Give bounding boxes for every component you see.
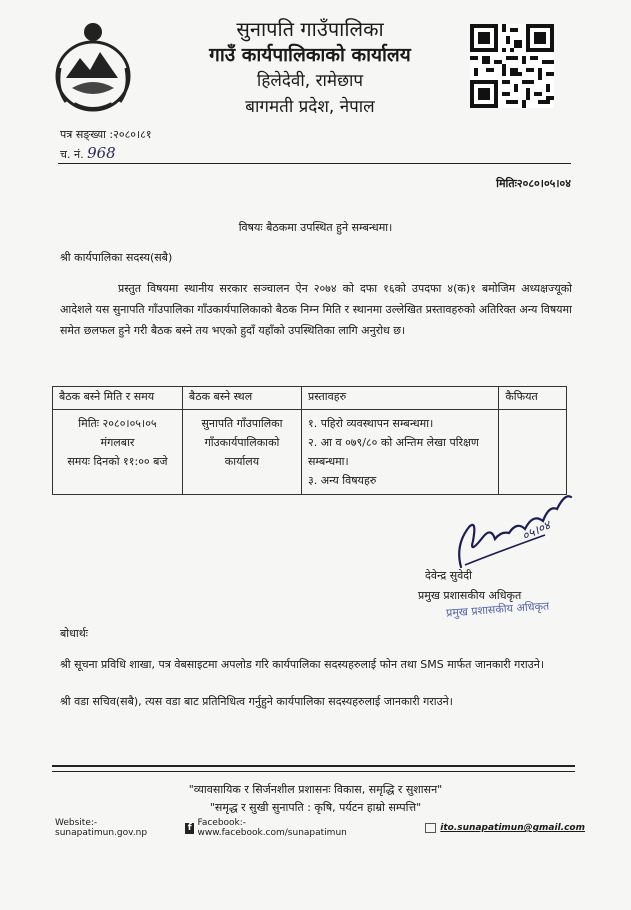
agenda-item: ३. अन्य विषयहरु <box>308 474 377 487</box>
meeting-time: समयः दिनको ११:०० बजे <box>67 455 168 468</box>
signature-date: ०५।०४ <box>519 518 553 544</box>
mail-icon <box>425 823 436 833</box>
footer-slogan: "समृद्ध र सुखी सुनापति : कृषि, पर्यटन हाम्रो सम्पत्ति" <box>209 801 422 814</box>
meeting-day: मंगलबार <box>100 436 135 449</box>
header-venue: बैठक बस्ने स्थल <box>182 387 301 410</box>
signatory-name: देवेन्द्र सुवेदी <box>425 569 472 582</box>
meeting-date: मितिः २०८०।०५।०५ <box>78 417 157 430</box>
header-agenda: प्रस्तावहरु <box>302 387 499 410</box>
table-header-row <box>53 387 567 410</box>
website-link[interactable]: Website:-sunapatimun.gov.np <box>55 818 148 838</box>
facebook-link[interactable]: Facebook:-www.facebook.com/sunapatimun <box>197 818 347 838</box>
official-stamp: प्रमुख प्रशासकीय अधिकृत <box>445 599 550 620</box>
office-header <box>160 16 460 120</box>
reference-number: पत्र सङ्ख्या :२०८०।८१ <box>60 128 152 141</box>
letter-date: मितिः२०८०।०५।०४ <box>496 177 571 190</box>
header-date-time: बैठक बस्ने मिति र समय <box>53 387 183 410</box>
agenda-item: २. आ व ०७९/८० को अन्तिम लेखा परिक्षण सम्बन्धमा। <box>308 436 479 468</box>
footer-divider-thin <box>52 771 575 772</box>
office-address: हिलेदेवी, रामेछाप <box>256 71 364 91</box>
signatory-title: प्रमुख प्रशासकीय अधिकृत <box>418 589 522 602</box>
office-name: गाउँ कार्यपालिकाको कार्यालय <box>209 44 411 66</box>
cc-heading: बोधार्थः <box>60 627 88 640</box>
header-divider <box>58 163 571 164</box>
cell-date-time <box>53 410 183 495</box>
addressee: श्री कार्यपालिका सदस्य(सबै) <box>60 251 173 264</box>
footer-motto: "व्यावसायिक र सिर्जनशील प्रशासनः विकास, समृद्धि र सुशासन" <box>188 783 443 796</box>
body-paragraph: प्रस्तुत विषयमा स्थानीय सरकार सञ्चालन ऐन २०७४ को दफा १६को उपदफा ४(क)१ बमोजिम अध्यक्षज्यूको आदेशले यस सुनापति गाँउपालिका गाँउकार्यपालिकाको बैठक निम्न मिति र स्थानमा उल्लेखित प्रस्तावहरुको अतिरिक्त अन्य विषयमा समेत छलफल हुने गरी बैठक बस्ने तय भएको हुदाँ यहाँको उपस्थितिका लागि अनुरोध छ। <box>60 282 572 337</box>
cell-venue: सुनापति गाँउपालिका गाँउकार्यपालिकाको कार्यालय <box>182 410 301 495</box>
email-link[interactable]: ito.sunapatimun@gmail.com <box>440 823 585 833</box>
qr-code-icon <box>470 24 554 108</box>
cc-item: श्री वडा सचिव(सबै), त्यस वडा बाट प्रतिनिधित्व गर्नुहुने कार्यपालिका सदस्यहरुलाई जानकारी गराउने। <box>60 695 453 708</box>
municipality-name: सुनापति गाउँपालिका <box>236 17 384 41</box>
letter-subject: विषयः बैठकमा उपस्थित हुने सम्बन्धमा। <box>238 221 393 234</box>
footer-contacts <box>55 818 585 838</box>
nepal-emblem-icon <box>52 18 134 114</box>
facebook-icon: f <box>185 823 194 834</box>
province-country: बागमती प्रदेश, नेपाल <box>245 97 375 117</box>
dispatch-label: च. नं. <box>60 148 84 161</box>
dispatch-number <box>60 144 116 162</box>
handwritten-signature-icon <box>425 475 585 575</box>
agenda-item: १. पहिरो व्यवस्थापन सम्बन्धमा। <box>308 417 434 430</box>
cc-item: श्री सूचना प्रविधि शाखा, पत्र वेबसाइटमा अपलोड गरि कार्यपालिका सदस्यहरुलाई फोन तथा SMS मार्फत जानकारी गराउने। <box>60 658 544 671</box>
header-remarks: कैफियत <box>499 387 567 410</box>
dispatch-value: 968 <box>87 144 116 162</box>
footer-divider-thick <box>52 765 575 767</box>
